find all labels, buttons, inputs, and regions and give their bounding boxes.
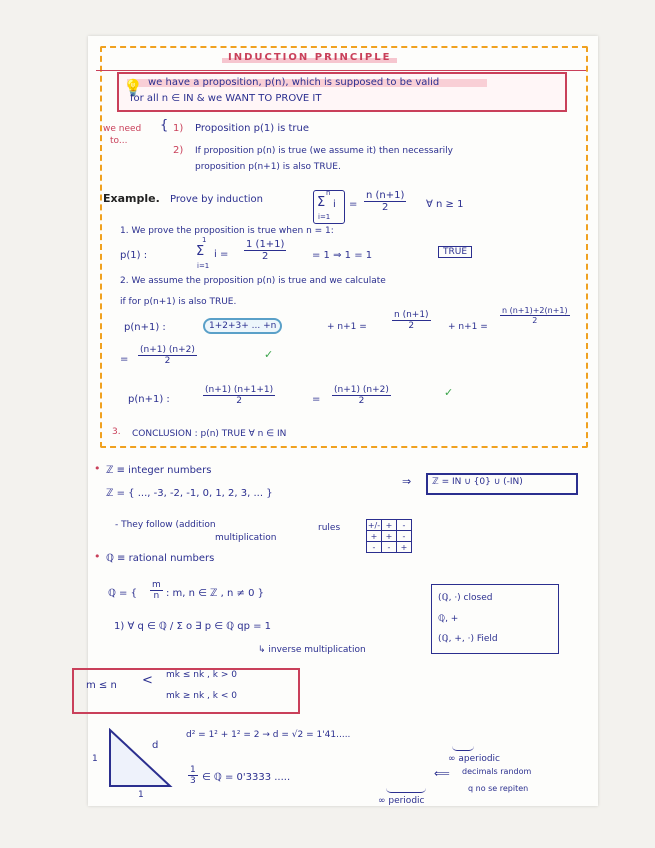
example-equals: = [349, 199, 358, 210]
rules-cell: + [382, 520, 397, 531]
step2-f2-denominator: 2 [532, 316, 538, 325]
field-line-2: ℚ, + [438, 614, 459, 624]
page-title: INDUCTION PRINCIPLE [222, 52, 397, 63]
step2-f5-numerator: (n+1) (n+2) [334, 385, 389, 395]
inequality-line-1: mk ≤ nk , k > 0 [166, 670, 237, 680]
step1-text: 1. We prove the proposition is true when n = 1: [120, 226, 334, 236]
step2-f4-numerator: (n+1) (n+1+1) [205, 385, 274, 395]
need-step-2b: proposition p(n+1) is also TRUE. [195, 162, 341, 172]
third-equation: ∈ ℚ = 0'3333 ..... [202, 772, 291, 783]
step1-sum-var: i = [214, 249, 229, 260]
example-sum-var: i [333, 199, 336, 210]
integers-rules-label: rules [318, 523, 341, 533]
integers-boxed-def: ℤ = IN ∪ {0} ∪ (-IN) [432, 477, 523, 487]
need-step-2-num: 2) [173, 145, 184, 156]
third-denominator: 3 [190, 776, 196, 786]
example-sum-bottom: i=1 [318, 213, 331, 221]
rationals-title: ℚ ≡ rational numbers [106, 553, 215, 564]
integers-arrow: ⇒ [402, 475, 412, 488]
step2-fraction-2 [500, 306, 570, 325]
rules-cell: - [382, 542, 397, 553]
triangle-horizontal-side: 1 [138, 790, 144, 800]
intro-line-2: for all n ∈ IN & we WANT TO PROVE IT [130, 93, 322, 104]
need-step-1: Proposition p(1) is true [195, 123, 310, 134]
example-numerator: n (n+1) [366, 190, 405, 201]
inequality-lhs: m ≤ n [86, 680, 117, 691]
step2-eq-4: = [312, 394, 321, 405]
need-step-2a: If proposition p(n) is true (we assume it) then necessarily [195, 146, 454, 156]
integers-rule-1: - They follow (addition [115, 520, 216, 530]
rules-cell: + [367, 531, 382, 542]
example-sum-top: n [326, 189, 331, 197]
triangle-hypotenuse: d [152, 740, 159, 751]
example-fraction [364, 190, 406, 213]
step1-sum-top: 1 [202, 236, 207, 244]
conclusion-text: CONCLUSION : p(n) TRUE ∀ n ∈ IN [132, 429, 287, 439]
integers-rule-2: multiplication [215, 533, 277, 543]
step2-text-1: 2. We assume the proposition p(n) is true and we calculate [120, 276, 386, 286]
right-triangle-diagram [108, 728, 188, 788]
third-note-2: q no se repiten [468, 784, 529, 793]
third-underbrace [386, 788, 426, 793]
rationals-bullet: • [94, 550, 101, 563]
rationals-property: 1) ∀ q ∈ ℚ / Σ o ∃ p ∈ ℚ qp = 1 [114, 621, 272, 632]
triangle-vertical-side: 1 [92, 754, 98, 764]
step2-plus-2: + n+1 = [448, 322, 488, 332]
need-brace: { [160, 118, 169, 133]
step2-f1-denominator: 2 [408, 321, 415, 331]
sqrt-underbrace [452, 746, 474, 751]
lightbulb-icon: 💡 [123, 78, 143, 97]
field-line-3: (ℚ, +, ·) Field [438, 634, 498, 644]
conclusion-number: 3. [112, 427, 121, 437]
rules-cell: + [397, 542, 412, 553]
rationals-denominator: n [153, 591, 160, 601]
third-arrow: ⟸ [434, 767, 450, 780]
step2-check-1: ✓ [264, 348, 274, 361]
field-line-1: (ℚ, ·) closed [438, 593, 493, 603]
third-numerator: 1 [190, 765, 196, 775]
inequality-branch: < [142, 673, 153, 688]
rationals-fraction [150, 580, 163, 601]
third-fraction [188, 765, 198, 786]
integers-title: ℤ ≡ integer numbers [106, 465, 212, 476]
step2-lhs-2: p(n+1) : [128, 394, 170, 405]
step2-f4-denominator: 2 [236, 396, 242, 406]
third-periodic: ∞ periodic [378, 796, 425, 806]
step2-fraction-4 [203, 385, 275, 406]
step2-f5-denominator: 2 [358, 396, 365, 406]
integers-bullet: • [94, 462, 101, 475]
step2-fraction-1 [392, 310, 431, 331]
example-text: Prove by induction [170, 194, 264, 205]
rules-cell: + [382, 531, 397, 542]
need-label-2: to... [110, 136, 128, 146]
intro-line-1: we have a proposition, p(n), which is supposed to be valid [148, 77, 440, 88]
sqrt-equation: d² = 1² + 1² = 2 → d = √2 = 1'41..... [186, 730, 351, 740]
step2-text-2: if for p(n+1) is also TRUE. [120, 297, 237, 307]
title-underline [96, 70, 586, 71]
example-label: Example. [103, 192, 160, 205]
step2-lhs: p(n+1) : [124, 322, 166, 333]
step1-sum-symbol: Σ [196, 244, 205, 259]
need-step-1-num: 1) [173, 123, 184, 134]
rationals-set-start: ℚ = { [108, 588, 137, 599]
step1-lhs: p(1) : [120, 250, 148, 261]
step2-fraction-3 [138, 345, 197, 366]
step2-f3-denominator: 2 [164, 356, 171, 366]
example-sum-symbol: Σ [317, 195, 326, 210]
step2-oval-sum: 1+2+3+ ... +n [203, 318, 282, 334]
step2-f3-numerator: (n+1) (n+2) [140, 345, 195, 355]
step1-true-badge: TRUE [438, 246, 472, 258]
rules-cell: - [367, 542, 382, 553]
rules-cell: - [397, 531, 412, 542]
step2-eq-3: = [120, 354, 129, 365]
step2-plus-1: + n+1 = [327, 322, 367, 332]
step2-check-2: ✓ [444, 386, 454, 399]
step1-fraction [244, 239, 286, 262]
example-forall: ∀ n ≥ 1 [426, 199, 464, 210]
rationals-numerator: m [152, 580, 161, 590]
rules-cell: +/- [367, 520, 381, 530]
step1-numerator: 1 (1+1) [246, 239, 285, 250]
sqrt-note: ∞ aperiodic [448, 754, 500, 764]
step1-denominator: 2 [262, 251, 269, 262]
third-note-1: decimals random [462, 767, 532, 776]
step2-fraction-5 [332, 385, 391, 406]
step2-f1-numerator: n (n+1) [394, 310, 429, 320]
sign-rules-table [366, 519, 412, 553]
step2-f2-numerator: n (n+1)+2(n+1) [502, 306, 568, 315]
rationals-inverse: ↳ inverse multiplication [258, 645, 366, 655]
inequality-line-2: mk ≥ nk , k < 0 [166, 691, 237, 701]
step1-result: = 1 ⇒ 1 = 1 [312, 250, 373, 261]
rationals-set-end: : m, n ∈ ℤ , n ≠ 0 } [166, 588, 265, 599]
need-label-1: we need [103, 124, 142, 134]
step1-sum-bottom: i=1 [197, 262, 210, 270]
example-denominator: 2 [382, 202, 389, 213]
rules-cell: - [397, 520, 412, 531]
integers-set: ℤ = { ..., -3, -2, -1, 0, 1, 2, 3, ... } [106, 488, 273, 499]
